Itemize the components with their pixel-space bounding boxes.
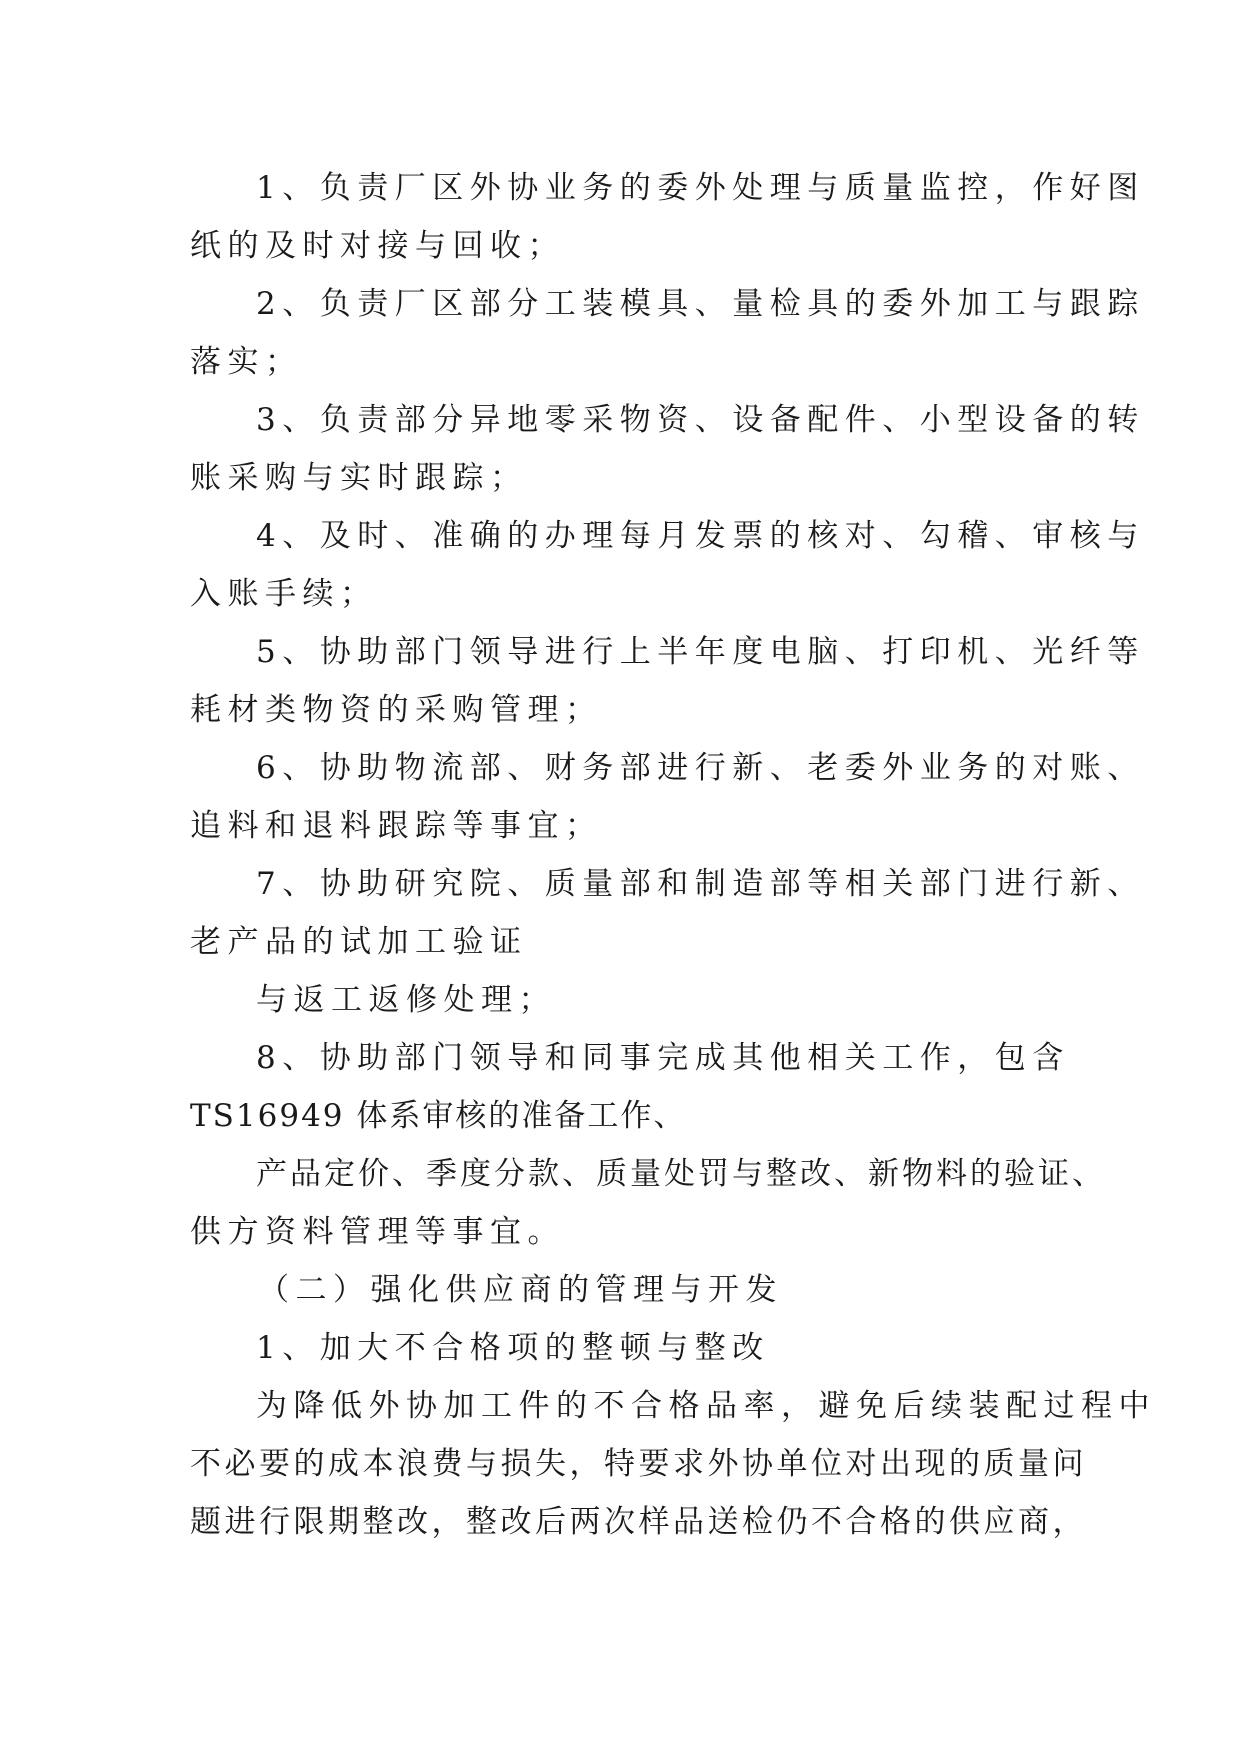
text-line: 纸的及时对接与回收；: [190, 228, 565, 264]
text-line: 老产品的试加工验证: [190, 924, 528, 960]
text-line: 4、及时、准确的办理每月发票的核对、勾稽、审核与: [256, 518, 1145, 554]
text-line: 6、协助物流部、财务部进行新、老委外业务的对账、: [256, 750, 1145, 786]
text-line: 入账手续；: [190, 576, 378, 612]
text-line: 题进行限期整改，整改后两次样品送检仍不合格的供应商，: [190, 1504, 1087, 1540]
section-heading: （二）强化供应商的管理与开发: [258, 1272, 783, 1308]
text-line: 产品定价、季度分款、质量处罚与整改、新物料的验证、: [256, 1156, 1106, 1192]
text-line: 账采购与实时跟踪；: [190, 460, 528, 496]
text-line: 3、负责部分异地零采物资、设备配件、小型设备的转: [256, 402, 1145, 438]
text-line: 供方资料管理等事宜。: [190, 1214, 565, 1250]
text-line: TS16949 体系审核的准备工作、: [190, 1098, 687, 1134]
text-line: 7、协助研究院、质量部和制造部等相关部门进行新、: [256, 866, 1145, 902]
text-line: 2、负责厂区部分工装模具、量检具的委外加工与跟踪: [256, 286, 1145, 322]
text-line: 1、负责厂区外协业务的委外处理与质量监控，作好图: [256, 170, 1145, 206]
text-line: 耗材类物资的采购管理；: [190, 692, 603, 728]
text-line: 为降低外协加工件的不合格品率，避免后续装配过程中: [256, 1388, 1156, 1424]
text-line: 8、协助部门领导和同事完成其他相关工作，包含: [256, 1040, 1070, 1076]
text-line: 不必要的成本浪费与损失，特要求外协单位对出现的质量问: [190, 1446, 1087, 1482]
subsection-heading: 1、加大不合格项的整顿与整改: [256, 1330, 770, 1366]
text-line: 追料和退料跟踪等事宜；: [190, 808, 603, 844]
text-line: 与返工返修处理；: [256, 982, 556, 1018]
text-line: 5、协助部门领导进行上半年度电脑、打印机、光纤等: [256, 634, 1145, 670]
text-line: 落实；: [190, 344, 303, 380]
